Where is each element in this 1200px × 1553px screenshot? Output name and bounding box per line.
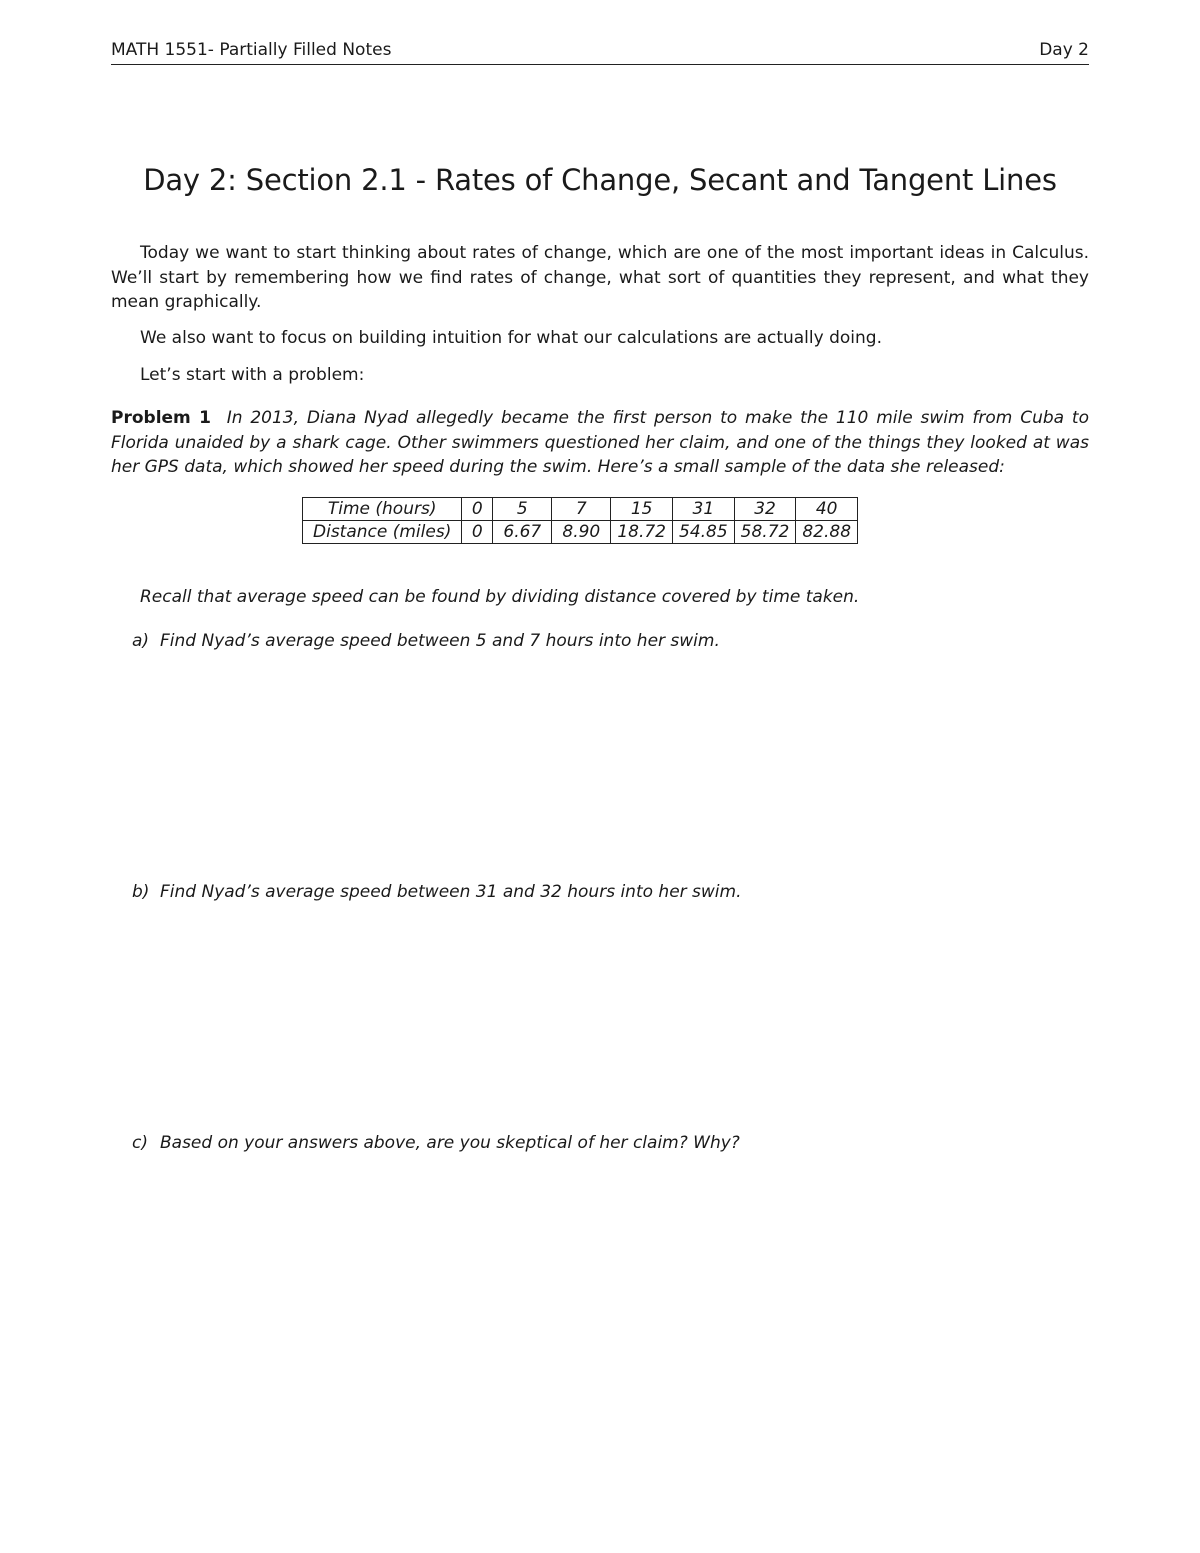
table-row-distance — [303, 521, 858, 544]
question-text: Find Nyad’s average speed between 5 and 7 hours into her swim. — [160, 631, 720, 651]
question-text: Based on your answers above, are you skeptical of her claim? Why? — [160, 1133, 740, 1153]
table-cell: 54.85 — [673, 521, 735, 544]
row-header-distance: Distance (miles) — [303, 521, 462, 544]
table-cell: 31 — [673, 498, 735, 521]
question-b — [132, 882, 742, 902]
swim-data-table — [302, 497, 858, 544]
table-cell: 0 — [462, 521, 493, 544]
question-letter: b) — [132, 882, 150, 902]
table-cell: 5 — [493, 498, 552, 521]
page-title: Day 2: Section 2.1 - Rates of Change, Secant and Tangent Lines — [143, 163, 1057, 197]
table-cell: 32 — [734, 498, 796, 521]
table-cell: 40 — [796, 498, 858, 521]
table-cell: 0 — [462, 498, 493, 521]
course-label: MATH 1551- Partially Filled Notes — [111, 40, 392, 60]
question-letter: c) — [132, 1133, 148, 1153]
table-cell: 8.90 — [552, 521, 611, 544]
recall-note: Recall that average speed can be found by dividing distance covered by time taken. — [140, 587, 860, 607]
table-cell: 7 — [552, 498, 611, 521]
day-label: Day 2 — [1039, 40, 1089, 60]
question-c — [132, 1133, 740, 1153]
table-row-time — [303, 498, 858, 521]
start-paragraph: Let’s start with a problem: — [140, 365, 365, 385]
question-text: Find Nyad’s average speed between 31 and 32 hours into her swim. — [160, 882, 742, 902]
question-a — [132, 631, 720, 651]
problem-text: In 2013, Diana Nyad allegedly became the first person to make the 110 mile swim from Cuba to Florida unaided by a shark cage. Other swimmers questioned her claim, and one of the things they looked at was her GPS data, which showed her speed during the swim. Here’s a small sample of the data she released: — [111, 408, 1089, 477]
question-letter: a) — [132, 631, 150, 651]
row-header-time: Time (hours) — [303, 498, 462, 521]
table-cell: 15 — [611, 498, 673, 521]
table-cell: 18.72 — [611, 521, 673, 544]
problem-statement — [111, 406, 1089, 480]
intro-paragraph: Today we want to start thinking about rates of change, which are one of the most important ideas in Calculus. We’ll start by remembering how we find rates of change, what sort of quantities they represent, and what they mean graphically. — [111, 243, 1089, 312]
table-cell: 6.67 — [493, 521, 552, 544]
page-header — [111, 38, 1089, 65]
problem-label: Problem 1 — [111, 408, 211, 428]
table-cell: 82.88 — [796, 521, 858, 544]
table-cell: 58.72 — [734, 521, 796, 544]
focus-paragraph: We also want to focus on building intuition for what our calculations are actually doing. — [140, 328, 882, 348]
